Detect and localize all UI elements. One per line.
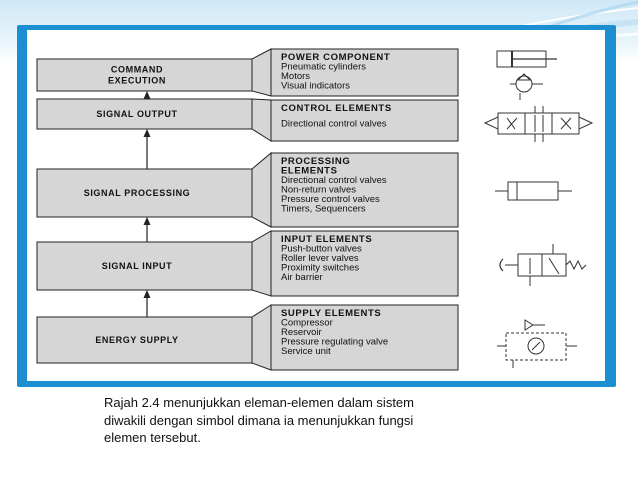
pushbutton-valve-block-icon xyxy=(542,254,566,276)
element-group-title: CONTROL ELEMENTS xyxy=(281,103,392,114)
element-item: Push-button valves xyxy=(281,243,362,255)
pushbutton-head-icon xyxy=(500,259,503,271)
supply-arrow-icon xyxy=(525,320,533,330)
stage-connector xyxy=(252,231,271,296)
element-item: Pressure regulating valve xyxy=(281,336,389,348)
element-item: Proximity switches xyxy=(281,262,360,274)
figure-frame xyxy=(17,25,616,387)
element-item: Directional control valves xyxy=(281,175,387,186)
pushbutton-valve-arrow-icon xyxy=(549,258,559,274)
stage-connector xyxy=(252,305,271,370)
stage-label: ENERGY SUPPLY xyxy=(95,335,179,345)
figure-caption xyxy=(104,394,524,447)
element-item: Air barrier xyxy=(281,272,323,283)
caption-line: Rajah 2.4 menunjukkan eleman-elemen dalam sistem xyxy=(104,395,414,410)
element-item: Pneumatic cylinders xyxy=(281,61,367,73)
element-group-title: PROCESSING xyxy=(281,156,351,167)
element-group-title: ELEMENTS xyxy=(281,165,338,177)
element-item: Motors xyxy=(281,71,311,82)
valve-actuator-icon xyxy=(579,117,592,129)
valve-actuator-icon xyxy=(485,117,498,129)
stage-connector xyxy=(252,99,271,141)
motor-symbol-icon xyxy=(516,76,532,92)
caption-line: diwakili dengan simbol dimana ia menunjukkan fungsi xyxy=(104,412,414,428)
flow-arrow-head xyxy=(144,217,151,225)
flow-arrow-head xyxy=(144,129,151,137)
pressure-gauge-needle-icon xyxy=(532,342,540,350)
element-item: Timers, Sequencers xyxy=(281,203,366,215)
stage-label: EXECUTION xyxy=(108,75,166,86)
stage-label: SIGNAL OUTPUT xyxy=(96,109,178,119)
timer-symbol-icon xyxy=(508,182,558,200)
valve-block-icon xyxy=(525,113,552,134)
element-item: Non-return valves xyxy=(281,184,356,196)
element-item: Roller lever valves xyxy=(281,253,359,264)
element-item: Reservoir xyxy=(281,327,322,338)
element-group-title: INPUT ELEMENTS xyxy=(281,234,373,245)
flow-arrow-head xyxy=(144,91,151,99)
element-item: Directional control valves xyxy=(281,118,387,130)
element-group-title: SUPPLY ELEMENTS xyxy=(281,308,382,319)
pneumatic-signal-flow-diagram xyxy=(27,30,605,381)
pushbutton-spring-icon xyxy=(566,261,586,269)
flow-arrow-head xyxy=(144,290,151,298)
stage-label: COMMAND xyxy=(110,64,164,75)
figure-panel xyxy=(27,30,605,381)
stage-label: SIGNAL INPUT xyxy=(101,261,173,271)
element-item: Service unit xyxy=(281,346,331,357)
element-item: Pressure control valves xyxy=(281,194,380,205)
stage-connector xyxy=(252,153,271,227)
caption-line: elemen tersebut. xyxy=(104,430,201,445)
element-item: Visual indicators xyxy=(281,80,351,92)
stage-connector xyxy=(252,49,271,96)
element-group-title: POWER COMPONENT xyxy=(281,52,391,63)
stage-label: SIGNAL PROCESSING xyxy=(83,188,191,198)
element-item: Compressor xyxy=(281,317,333,329)
